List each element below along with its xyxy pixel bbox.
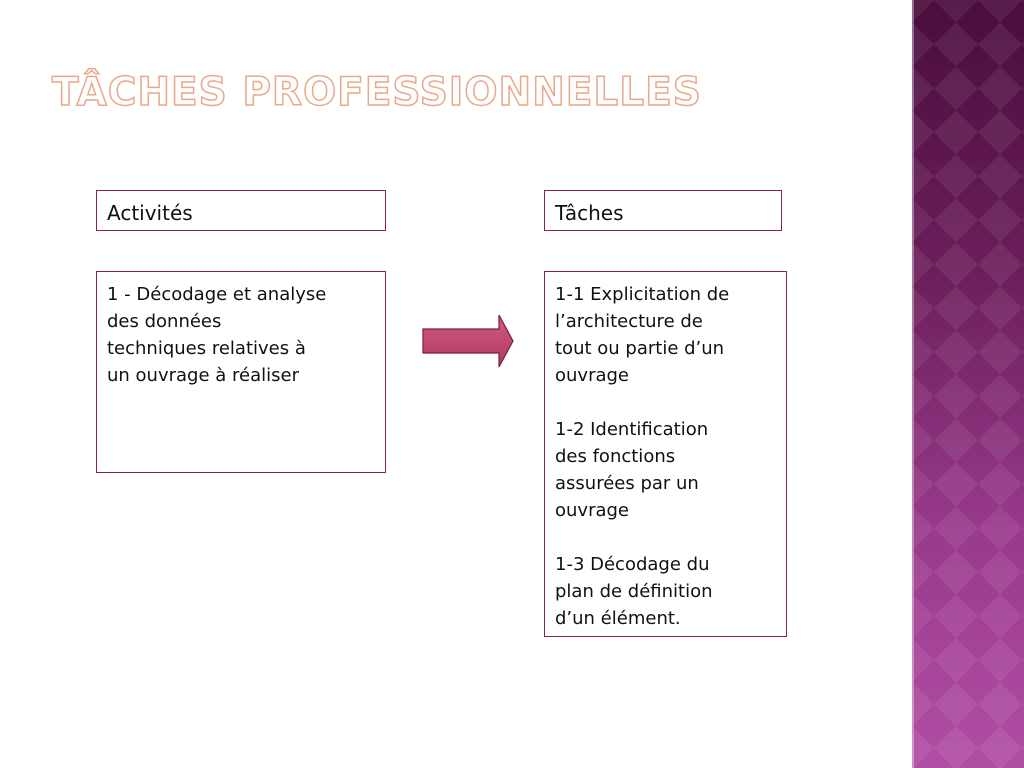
slide-title: TÂCHES PROFESSIONNELLES [52,70,702,115]
task-item-1-3: 1-3 Décodage du plan de définition d’un élément. [555,554,713,629]
tasks-header-box [544,190,782,231]
tasks-content-box [544,271,787,637]
decorative-side-band [912,0,1024,768]
tasks-header-label: Tâches [555,201,624,225]
activity-item: 1 - Décodage et analyse des données techniques relatives à un ouvrage à réaliser [107,284,327,386]
activities-header-label: Activités [107,201,193,225]
activities-header-box [96,190,386,231]
right-arrow-icon [422,314,514,368]
task-item-1-2: 1-2 Identification des fonctions assurées par un ouvrage [555,419,709,521]
side-band-edge [912,0,914,768]
diamond-pattern [912,0,1024,768]
arrow-shape [423,315,513,367]
activities-content-box [96,271,386,473]
task-item-1-1: 1-1 Explicitation de l’architecture de tout ou partie d’un ouvrage [555,284,730,386]
